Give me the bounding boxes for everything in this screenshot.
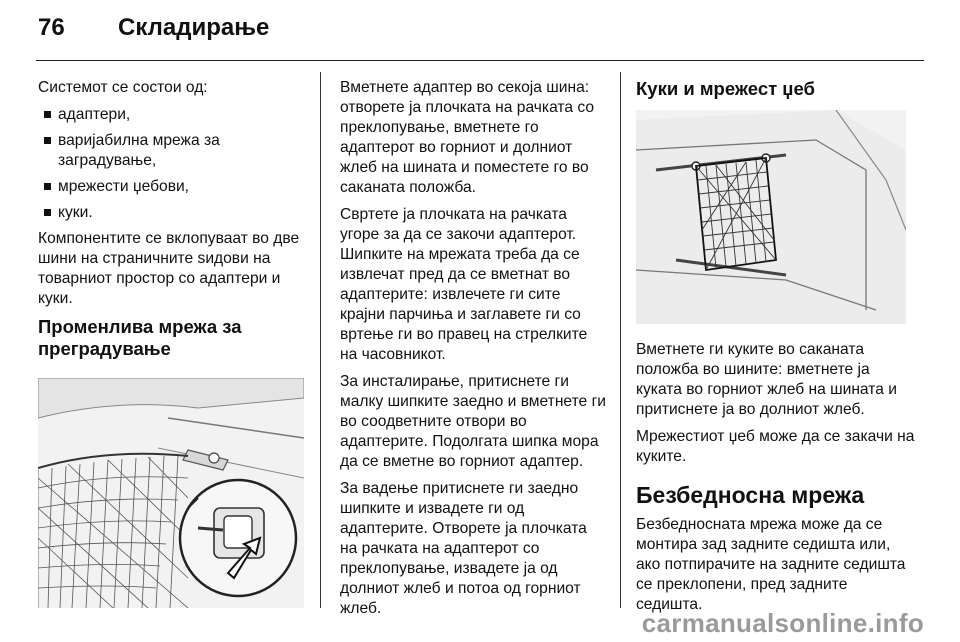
column-divider-right: [620, 72, 621, 608]
intro-text: Системот се состои од:: [38, 79, 208, 96]
section-heading-partition-net: Променлива мрежа за преградување: [38, 316, 242, 359]
list-item: варијабилна мрежа за заградување,: [38, 131, 306, 171]
watermark: carmanualsonline.info: [641, 608, 924, 638]
paragraph: За вадење притиснете ги заедно шипките и извадете ги од адаптерите. Отворете ја плочката на рачката на адаптерот со преклопување, извадете ја од долниот жлеб и потоа од горниот жлеб.: [340, 480, 587, 617]
column-right: [636, 78, 916, 622]
list-item: куки.: [38, 203, 306, 223]
components-paragraph: Компонентите се вклопуваат во две шини на страничните ѕидови на товарниот простор со адаптери и куки.: [38, 230, 300, 307]
paragraph: Вметнете ги куките во саканата положба во шините: вметнете ја куката во горниот жлеб на шината и притиснете ја во долниот жлеб.: [636, 341, 897, 418]
components-list: [38, 105, 306, 223]
page-title: Складирање: [118, 14, 270, 41]
list-item: адаптери,: [38, 105, 306, 125]
net-pocket-illustration: [636, 110, 906, 324]
paragraph: За инсталирање, притиснете ги малку шипките заедно и вметнете ги во соодветните отвори во адаптерите. Подолгата шипка мора да се вметне во горниот адаптер.: [340, 373, 606, 470]
partition-net-adapter-illustration: [38, 378, 304, 608]
section-heading-hooks-net-pocket: Куки и мрежест џеб: [636, 78, 815, 99]
column-middle: [340, 78, 608, 626]
column-divider-left: [320, 72, 321, 608]
header-divider: [36, 60, 924, 61]
list-item: мрежести џебови,: [38, 177, 306, 197]
paragraph: Вметнете адаптер во секоја шина: отворете ја плочката на рачката со преклопување, вметнете го адаптерот во горниот и долниот жлеб на шината и поместете го во саканата положба.: [340, 79, 595, 196]
column-left: [38, 78, 306, 608]
paragraph: Безбедносната мрежа може да се монтира зад задните седишта или, ако потпирачите на задните седишта се преклопени, пред задните седишта.: [636, 516, 906, 613]
section-heading-safety-net: Безбедносна мрежа: [636, 482, 865, 508]
paragraph: Мрежестиот џеб може да се закачи на куките.: [636, 428, 915, 465]
page-header: [0, 0, 960, 60]
page-number: 76: [38, 14, 65, 41]
paragraph: Свртете ја плочката на рачката угоре за да се закочи адаптерот. Шипките на мрежата треба да се извлечат пред да се вметнат во адаптерите: извлечете ги сите крајни парчиња и заглавете ги со вртење ги во правец на стрелките на часовникот.: [340, 206, 588, 363]
